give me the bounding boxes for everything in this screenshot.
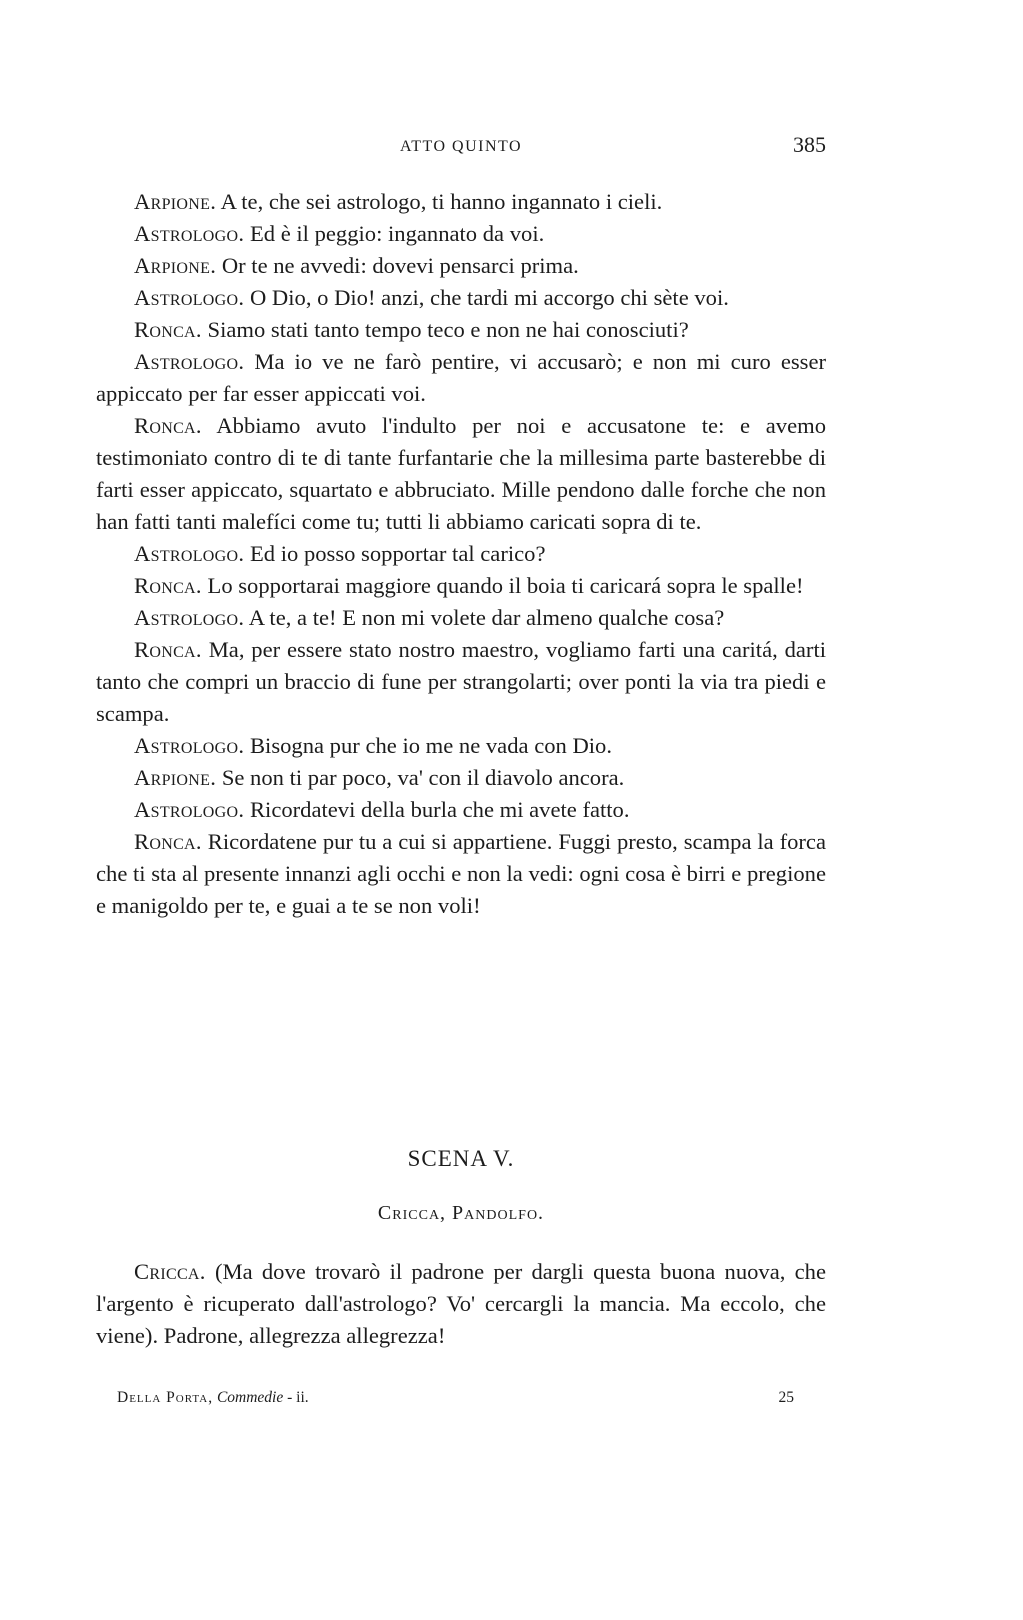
speech [96,538,826,570]
speaker-name: Arpione. [134,189,217,214]
speech-text: (Ma dove trovarò il padrone per dargli questa buona nuova, che l'argento è ricuperato dall'astrologo? Vo' cercargli la mancia. Ma eccolo, che viene). Padrone, allegrezza allegrezza! [96,1259,826,1348]
speech [96,282,826,314]
speech [96,250,826,282]
speech-text: Abbiamo avuto l'indulto per noi e accusatone te: e avemo testimoniato contro di te di tante furfantarie che la millesima parte basterebbe di farti esser appiccato, squartato e abbruciato. Mille pendono dalle forche che non han fatti tanti malefíci come tu; tutti li abbiamo caricati sopra di te. [96,413,827,534]
speaker-name: Ronca. [134,317,202,342]
speaker-name: Ronca. [134,637,202,662]
speech [96,218,826,250]
speaker-name: Ronca. [134,573,202,598]
speech-text: Or te ne avvedi: dovevi pensarci prima. [221,253,579,278]
speech [96,186,826,218]
scene-heading: SCENA V. [407,1146,515,1171]
speech [96,314,826,346]
speaker-name: Ronca. [134,413,202,438]
speech-text: Ricordatevi della burla che mi avete fatto. [249,797,630,822]
speaker-name: Astrologo. [134,797,245,822]
running-head-title: ATTO QUINTO [399,138,523,155]
speaker-name: Astrologo. [134,733,245,758]
dialogue-block [96,186,826,922]
speech [96,794,826,826]
speaker-name: Astrologo. [134,605,245,630]
speech-text: Ed è il peggio: ingannato da voi. [249,221,545,246]
speech [96,762,826,794]
speech-text: Se non ti par poco, va' con il diavolo ancora. [221,765,625,790]
speech [96,1256,826,1352]
speech [96,602,826,634]
speech-text: Ma io ve ne farò pentire, vi accusarò; e non mi curo esser appiccato per far esser appiccati voi. [96,349,826,406]
speech-text: O Dio, o Dio! anzi, che tardi mi accorgo chi sète voi. [249,285,729,310]
footer-signature: 25 [778,1389,794,1406]
speaker-name: Astrologo. [134,541,245,566]
speech [96,410,826,538]
speaker-name: Arpione. [134,253,217,278]
speech-text: Ed io posso sopportar tal carico? [249,541,546,566]
speaker-name: Arpione. [134,765,217,790]
footer-volume: - ii. [287,1389,309,1406]
footer-work: Commedie [216,1389,284,1406]
speech-text: A te, a te! E non mi volete dar almeno qualche cosa? [248,605,725,630]
speech-text: Ma, per essere stato nostro maestro, vogliamo farti una caritá, darti tanto che compri un braccio di fune per strangolarti; over ponti la via tra piedi e scampa. [96,637,826,726]
speech-text: Ricordatene pur tu a cui si appartiene. Fuggi presto, scampa la forca che ti sta al presente innanzi agli occhi e non la vedi: ogni cosa è birri e pregione e manigoldo per te, e guai a te se non voli! [96,829,826,918]
speaker-name: Cricca. [134,1259,206,1284]
speaker-name: Astrologo. [134,349,245,374]
speech [96,570,826,602]
page-number: 385 [793,132,826,157]
speech-text: Lo sopportarai maggiore quando il boia ti caricará sopra le spalle! [207,573,804,598]
speech [96,826,826,922]
speaker-name: Astrologo. [134,221,245,246]
speech-text: Bisogna pur che io me ne vada con Dio. [249,733,612,758]
page-footer [117,1389,817,1413]
scene-dialogue [96,1256,826,1352]
running-head [96,132,826,162]
speaker-name: Astrologo. [134,285,245,310]
speech [96,634,826,730]
speech-text: Siamo stati tanto tempo teco e non ne hai conosciuti? [207,317,689,342]
scene-characters: Cricca, Pandolfo. [377,1202,545,1224]
footer-author: Della Porta, [117,1389,214,1406]
speech [96,730,826,762]
speech-text: A te, che sei astrologo, ti hanno ingannato i cieli. [220,189,663,214]
speech [96,346,826,410]
speaker-name: Ronca. [134,829,202,854]
